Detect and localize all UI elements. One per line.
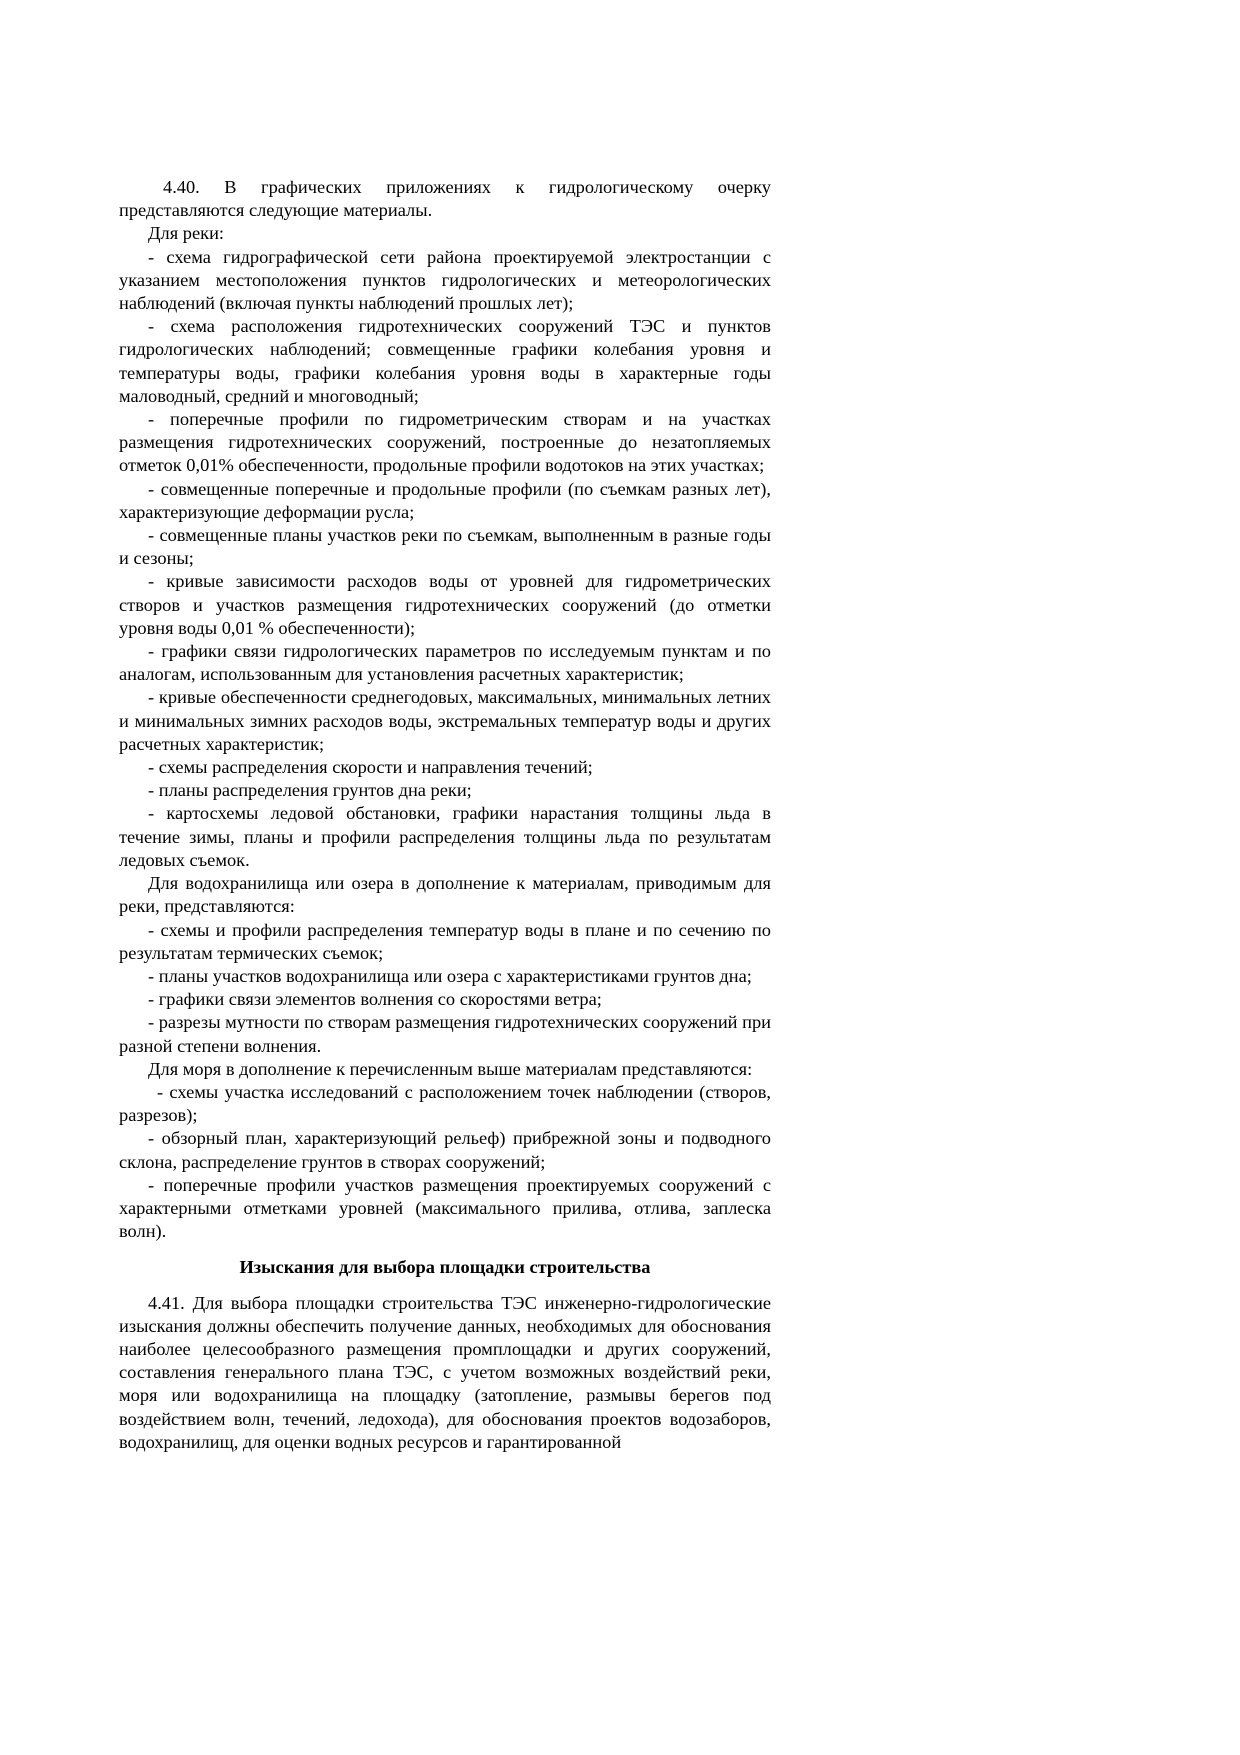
list-item: - схема расположения гидротехнических сооружений ТЭС и пунктов гидрологических наблюдений; совмещенные графики колебания уровня и температуры воды, графики колебания уровня воды в характерные годы маловодный, средний и многоводный;	[119, 316, 771, 406]
list-item: - разрезы мутности по створам размещения гидротехнических сооружений при разной степени волнения.	[119, 1012, 771, 1056]
list-item: - схемы участка исследований с расположением точек наблюдении (створов, разрезов);	[119, 1081, 771, 1126]
list-item: - обзорный план, характеризующий рельеф) прибрежной зоны и подводного склона, распределение грунтов в створах сооружений;	[119, 1128, 771, 1172]
list-item: - поперечные профили по гидрометрическим створам и на участках размещения гидротехнических сооружений, построенные до незатопляемых отметок 0,01% обеспеченности, продольные профили водотоков на этих участках;	[119, 409, 771, 476]
list-item: - планы участков водохранилища или озера с характеристиками грунтов дна;	[148, 965, 752, 986]
paragraph-for-sea: Для моря в дополнение к перечисленным выше материалам представляются:	[148, 1058, 753, 1079]
paragraph-for-river: Для реки:	[148, 223, 225, 244]
list-item: - планы распределения грунтов дна реки;	[148, 780, 472, 801]
list-item: - совмещенные планы участков реки по съемкам, выполненным в разные годы и сезоны;	[119, 525, 771, 569]
list-item: - схемы и профили распределения температур воды в плане и по сечению по результатам термических съемок;	[119, 919, 771, 963]
paragraph-4-41: 4.41. Для выбора площадки строительства ТЭС инженерно-гидрологические изыскания должны обеспечить получение данных, необходимых для обоснования наиболее целесообразного размещения промплощадки и других сооружений, составления генерального плана ТЭС, с учетом возможных воздействий реки, моря или водохранилища на площадку (затопление, размывы берегов под воздействием волн, течений, ледохода), для обоснования проектов водозаборов, водохранилищ, для оценки водных ресурсов и гарантированной	[119, 1292, 771, 1452]
list-item: - картосхемы ледовой обстановки, графики нарастания толщины льда в течение зимы, планы и профили распределения толщины льда по результатам ледовых съемок.	[119, 803, 771, 870]
list-item: - графики связи гидрологических параметров по исследуемым пунктам и по аналогам, использованным для установления расчетных характеристик;	[119, 641, 771, 685]
list-item: - схемы распределения скорости и направления течений;	[148, 757, 593, 778]
section-heading: Изыскания для выбора площадки строительства	[239, 1257, 651, 1278]
list-item: - графики связи элементов волнения со скоростями ветра;	[148, 989, 602, 1010]
list-item: - совмещенные поперечные и продольные профили (по съемкам разных лет), характеризующие деформации русла;	[119, 478, 771, 522]
list-item: - кривые зависимости расходов воды от уровней для гидрометрических створов и участков размещения гидротехнических сооружений (до отметки уровня воды 0,01 % обеспеченности);	[119, 571, 771, 638]
document-page	[119, 176, 771, 1454]
paragraph-for-reservoir: Для водохранилища или озера в дополнение к материалам, приводимым для реки, представляются:	[119, 873, 771, 917]
paragraph-4-40: 4.40. В графических приложениях к гидрологическому очерку представляются следующие материалы.	[119, 177, 771, 221]
list-item: - схема гидрографической сети района проектируемой электростанции с указанием местоположения пунктов гидрологических и метеорологических наблюдений (включая пункты наблюдений прошлых лет);	[119, 246, 771, 314]
list-item: - поперечные профили участков размещения проектируемых сооружений с характерными отметками уровней (максимального прилива, отлива, заплеска волн).	[119, 1174, 771, 1242]
list-item: - кривые обеспеченности среднегодовых, максимальных, минимальных летних и минимальных зимних расходов воды, экстремальных температур воды и других расчетных характеристик;	[119, 687, 771, 754]
